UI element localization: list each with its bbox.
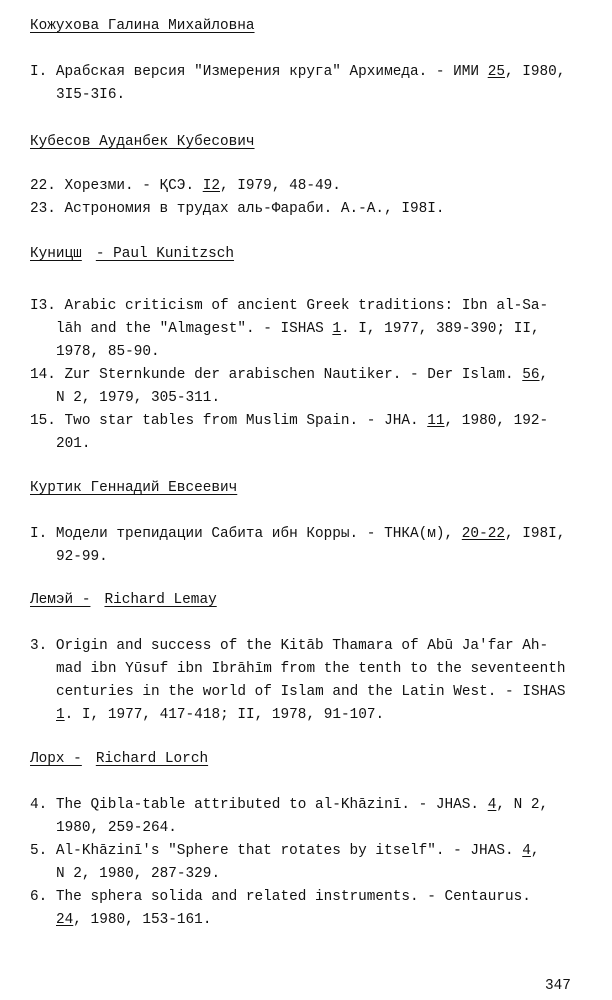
entry-line: 92-99. bbox=[56, 549, 108, 565]
entry-line: 23. Астрономия в трудах аль-Фараби. А.-А., I98I. bbox=[30, 201, 445, 217]
entry-line: 4. The Qibla-table attributed to al-Khāzinī. - JHAS. 4, N 2, bbox=[30, 797, 549, 813]
page-number: 347 bbox=[545, 978, 571, 994]
entry-line: I3. Arabic criticism of ancient Greek traditions: Ibn al-Sa- bbox=[30, 298, 549, 314]
author-heading: Кожухова Галина Михайловна bbox=[30, 18, 255, 34]
entry-line: 22. Хорезми. - ҚСЭ. I2, I979, 48-49. bbox=[30, 178, 341, 194]
entry-line: 24, 1980, 153-161. bbox=[56, 912, 212, 928]
entry-line: N 2, 1980, 287-329. bbox=[56, 866, 221, 882]
entry-line: 1978, 85-90. bbox=[56, 344, 160, 360]
entry-line: mad ibn Yūsuf ibn Ibrāhīm from the tenth to the seventeenth bbox=[56, 661, 566, 677]
author-heading: Лорх - Richard Lorch bbox=[30, 751, 209, 767]
entry-line: 6. The sphera solida and related instruments. - Centaurus. bbox=[30, 889, 531, 905]
entry-line: 14. Zur Sternkunde der arabischen Nautiker. - Der Islam. 56, bbox=[30, 367, 549, 383]
author-heading: Куртик Геннадий Евсеевич bbox=[30, 480, 238, 496]
entry-line: N 2, 1979, 305-311. bbox=[56, 390, 221, 406]
entry-line: centuries in the world of Islam and the Latin West. - ISHAS bbox=[56, 684, 566, 700]
entry-line: 1980, 259-264. bbox=[56, 820, 177, 836]
entry-line: 15. Two star tables from Muslim Spain. - JHA. 11, 1980, 192- bbox=[30, 413, 549, 429]
author-heading: Кубесов Ауданбек Кубесович bbox=[30, 134, 255, 150]
entry-line: 3. Origin and success of the Kitāb Thamara of Abū Ja'far Ah- bbox=[30, 638, 549, 654]
entry-line: I. Арабская версия "Измерения круга" Архимеда. - ИМИ 25, I980, bbox=[30, 64, 566, 80]
entry-line: lāh and the "Almagest". - ISHAS 1. I, 1977, 389-390; II, bbox=[56, 321, 540, 337]
author-heading: Лемэй - Richard Lemay bbox=[30, 592, 217, 608]
entry-line: 201. bbox=[56, 436, 91, 452]
entry-line: 1. I, 1977, 417-418; II, 1978, 91-107. bbox=[56, 707, 385, 723]
author-heading: Куницш - Paul Kunitzsch bbox=[30, 246, 235, 262]
entry-line: 3I5-3I6. bbox=[56, 87, 126, 103]
entry-line: 5. Al-Khāzinī's "Sphere that rotates by itself". - JHAS. 4, bbox=[30, 843, 540, 859]
entry-line: I. Модели трепидации Сабита ибн Корры. - ТНКА(м), 20-22, I98I, bbox=[30, 526, 566, 542]
